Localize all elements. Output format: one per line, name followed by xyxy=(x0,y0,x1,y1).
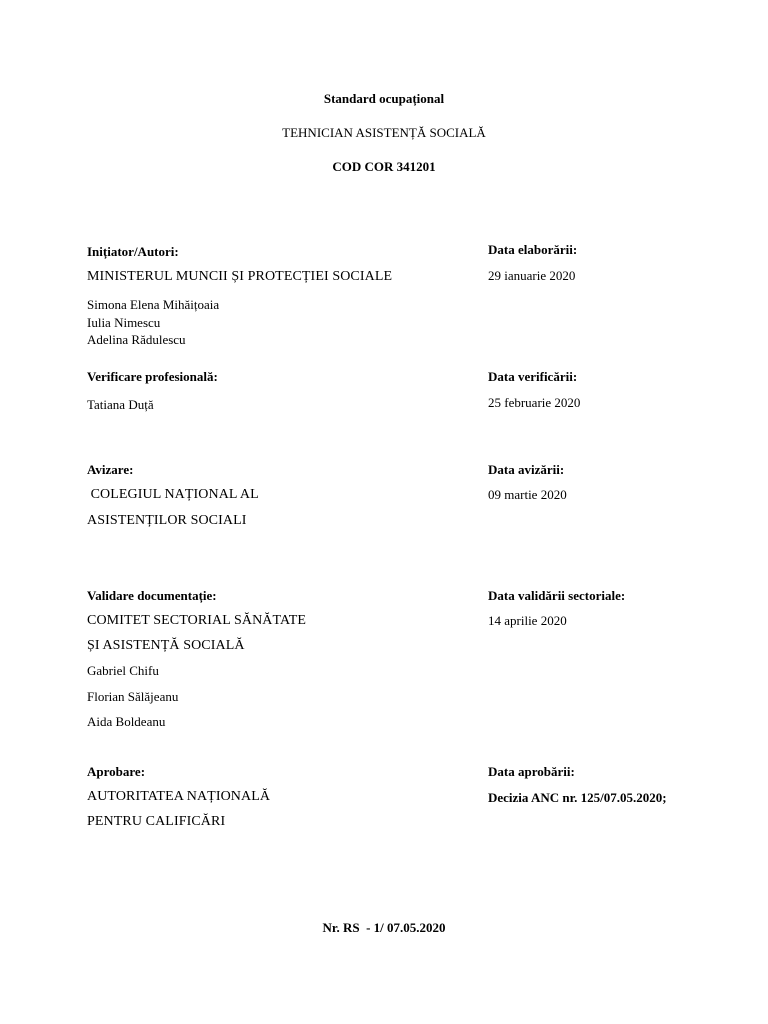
validation-date-label: Data validării sectoriale: xyxy=(488,588,626,603)
approval-date-label: Data aprobării: xyxy=(488,764,575,779)
endorsement-org-line1: COLEGIUL NAȚIONAL AL xyxy=(87,487,259,502)
registration-number: Nr. RS - 1/ 07.05.2020 xyxy=(322,920,446,935)
validation-org-line1: COMITET SECTORIAL SĂNĂTATE xyxy=(87,613,306,628)
author-name: Adelina Rădulescu xyxy=(87,332,186,347)
validation-label: Validare documentație: xyxy=(87,588,217,603)
verification-date: 25 februarie 2020 xyxy=(488,395,581,410)
validator-name: Gabriel Chifu xyxy=(87,663,159,678)
approval-label: Aprobare: xyxy=(87,764,146,779)
document-subtitle: Standard ocupațional xyxy=(323,91,445,106)
elaboration-date-label: Data elaborării: xyxy=(488,242,578,257)
validator-name: Aida Boldeanu xyxy=(87,714,166,729)
approval-org-line1: AUTORITATEA NAȚIONALĂ xyxy=(87,789,271,804)
endorsement-label: Avizare: xyxy=(87,462,134,477)
verifier-name: Tatiana Duță xyxy=(87,397,154,412)
occupation-title: TEHNICIAN ASISTENȚĂ SOCIALĂ xyxy=(282,125,486,140)
endorsement-date-label: Data avizării: xyxy=(488,462,565,477)
cod-cor: COD COR 341201 xyxy=(332,159,436,174)
validator-name: Florian Sălăjeanu xyxy=(87,689,179,704)
endorsement-date: 09 martie 2020 xyxy=(488,487,567,502)
validation-date: 14 aprilie 2020 xyxy=(488,613,567,628)
verification-date-label: Data verificării: xyxy=(488,369,578,384)
endorsement-org-line2: ASISTENȚILOR SOCIALI xyxy=(87,513,247,528)
approval-decision: Decizia ANC nr. 125/07.05.2020; xyxy=(488,790,667,805)
verification-label: Verificare profesională: xyxy=(87,369,218,384)
elaboration-date: 29 ianuarie 2020 xyxy=(488,268,576,283)
validation-org-line2: ȘI ASISTENȚĂ SOCIALĂ xyxy=(87,638,245,653)
author-name: Simona Elena Mihăițoaia xyxy=(87,297,220,312)
author-name: Iulia Nimescu xyxy=(87,315,161,330)
approval-org-line2: PENTRU CALIFICĂRI xyxy=(87,814,226,829)
initiator-label: Inițiator/Autori: xyxy=(87,244,179,259)
initiator-org: MINISTERUL MUNCII ȘI PROTECȚIEI SOCIALE xyxy=(87,269,393,284)
